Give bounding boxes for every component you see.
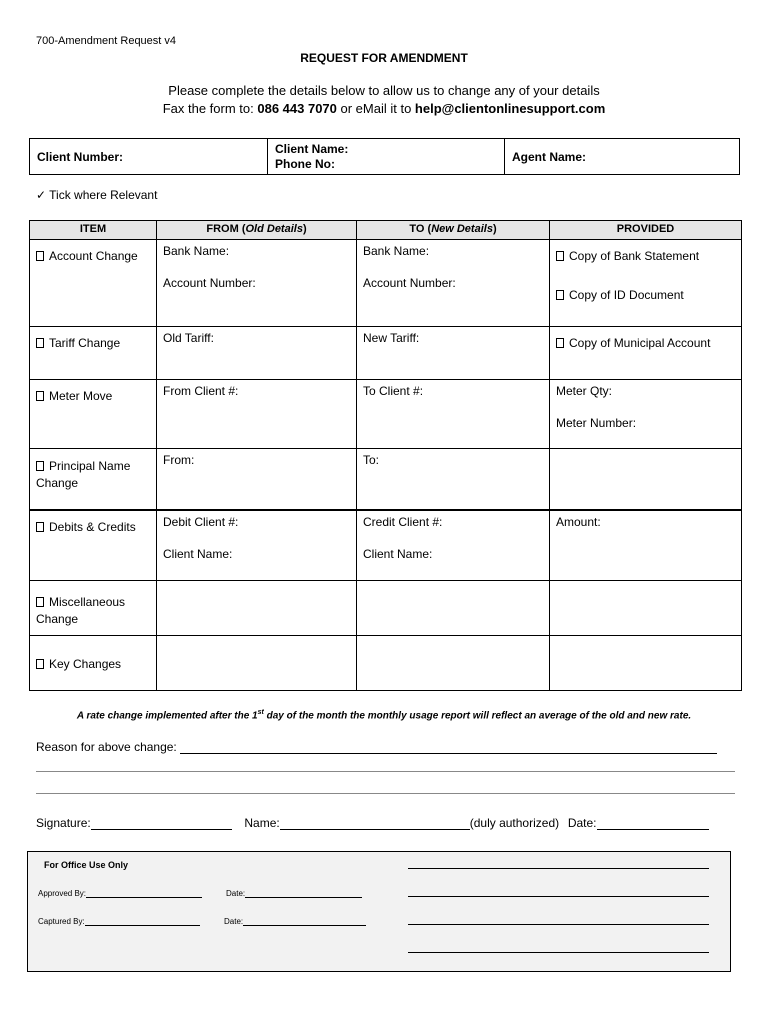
from-label: Client Name: (163, 546, 233, 561)
captured-by-row (38, 916, 200, 926)
checkbox-icon[interactable] (556, 251, 564, 261)
checkbox-icon[interactable] (36, 522, 44, 532)
reason-input-line-3[interactable] (36, 793, 735, 794)
client-details-box (29, 138, 740, 175)
provided-cell[interactable] (550, 327, 742, 380)
contact-line (0, 101, 768, 116)
approved-date-row (226, 888, 362, 898)
item-cell[interactable] (30, 380, 157, 449)
reason-row (36, 740, 717, 754)
from-cell[interactable] (157, 449, 357, 510)
from-cell[interactable] (157, 327, 357, 380)
item-label: Principal Name Change (36, 459, 131, 490)
table-header-row (30, 221, 742, 240)
reason-input-line-2[interactable] (36, 771, 735, 772)
approved-date-label: Date: (226, 889, 246, 898)
header-from-prefix: FROM ( (206, 223, 246, 235)
to-label: Account Number: (363, 276, 456, 290)
provided-label: Copy of Bank Statement (569, 249, 700, 263)
email-address: help@clientonlinesupport.com (414, 101, 606, 116)
checkbox-icon[interactable] (36, 251, 44, 261)
item-cell[interactable] (30, 510, 157, 581)
signature-input-line[interactable] (91, 817, 232, 830)
to-cell[interactable] (357, 581, 550, 636)
provided-cell[interactable] (550, 510, 742, 581)
header-to-suffix: ) (492, 223, 497, 235)
table-row (30, 449, 742, 510)
from-label: Old Tariff: (163, 331, 214, 345)
client-name-phone-field[interactable] (268, 139, 505, 174)
rate-note-sup: st (257, 709, 264, 716)
item-label: Debits & Credits (49, 519, 136, 534)
office-notes-line[interactable] (408, 896, 709, 897)
fax-prefix: Fax the form to: (162, 101, 258, 116)
table-row (30, 327, 742, 380)
from-label: Account Number: (163, 276, 256, 290)
to-cell[interactable] (357, 510, 550, 581)
date-label: Date: (567, 816, 597, 830)
provided-cell[interactable] (550, 380, 742, 449)
checkbox-icon[interactable] (36, 391, 44, 401)
provided-label: Meter Qty: (556, 384, 613, 398)
item-cell[interactable] (30, 581, 157, 636)
to-label: To: (363, 453, 380, 467)
name-label: Name: (244, 816, 280, 830)
item-cell[interactable] (30, 636, 157, 691)
client-name-label: Client Name: (275, 141, 349, 156)
from-label: Bank Name: (163, 244, 230, 258)
item-label: Miscellaneous Change (36, 595, 126, 626)
phone-no-label: Phone No: (275, 156, 335, 171)
provided-label: Amount: (556, 514, 601, 529)
agent-name-label: Agent Name: (512, 149, 587, 164)
to-label: To Client #: (363, 384, 424, 398)
from-label: From Client #: (163, 384, 239, 398)
item-label: Key Changes (49, 657, 122, 671)
provided-label: Copy of ID Document (569, 288, 684, 302)
header-item: ITEM (30, 221, 157, 240)
office-notes-line[interactable] (408, 868, 709, 869)
client-number-field[interactable] (30, 139, 268, 174)
duly-authorized-label: (duly authorized) (469, 816, 560, 830)
reason-label: Reason for above change: (36, 740, 181, 754)
approved-by-label: Approved By: (38, 889, 87, 898)
date-input-line[interactable] (597, 817, 709, 830)
provided-cell[interactable] (550, 636, 742, 691)
provided-cell[interactable] (550, 240, 742, 327)
from-cell[interactable] (157, 510, 357, 581)
checkbox-icon[interactable] (556, 290, 564, 300)
item-cell[interactable] (30, 449, 157, 510)
agent-name-field[interactable] (505, 139, 739, 174)
to-label: New Tariff: (363, 331, 420, 345)
amendment-table (29, 220, 742, 691)
from-cell[interactable] (157, 581, 357, 636)
from-cell[interactable] (157, 636, 357, 691)
reason-input-line[interactable] (180, 741, 717, 754)
to-cell[interactable] (357, 240, 550, 327)
table-row (30, 510, 742, 581)
page-title: REQUEST FOR AMENDMENT (300, 51, 468, 65)
header-to-italic: New Details (431, 223, 493, 235)
captured-by-label: Captured By: (38, 917, 85, 926)
to-label: Client Name: (363, 546, 433, 561)
from-cell[interactable] (157, 380, 357, 449)
captured-by-line[interactable] (85, 916, 200, 926)
checkbox-icon[interactable] (36, 338, 44, 348)
header-to-prefix: TO ( (409, 223, 432, 235)
provided-cell[interactable] (550, 581, 742, 636)
captured-date-label: Date: (224, 917, 244, 926)
name-input-line[interactable] (280, 817, 470, 830)
table-row (30, 581, 742, 636)
header-from-italic: Old Details (245, 223, 303, 235)
signature-row (36, 816, 709, 830)
to-label: Bank Name: (363, 244, 430, 258)
item-label: Tariff Change (49, 336, 121, 350)
table-row (30, 240, 742, 327)
header-provided: PROVIDED (550, 221, 742, 240)
item-cell[interactable] (30, 240, 157, 327)
header-from (157, 221, 357, 240)
to-cell[interactable] (357, 636, 550, 691)
item-label: Account Change (49, 249, 138, 263)
approved-date-line[interactable] (245, 888, 362, 898)
captured-date-line[interactable] (243, 916, 366, 926)
client-number-label: Client Number: (37, 149, 124, 164)
office-use-box (27, 851, 731, 972)
checkbox-icon[interactable] (36, 659, 44, 669)
rate-change-note (0, 709, 768, 721)
rate-note-part1: A rate change implemented after the 1 (76, 710, 258, 722)
captured-date-row (224, 916, 366, 926)
provided-label: Copy of Municipal Account (569, 336, 711, 350)
to-cell[interactable] (357, 449, 550, 510)
provided-label: Meter Number: (556, 416, 637, 430)
table-row (30, 636, 742, 691)
checkbox-icon[interactable] (556, 338, 564, 348)
fax-number: 086 443 7070 (257, 101, 337, 116)
approved-by-row (38, 888, 202, 898)
item-cell[interactable] (30, 327, 157, 380)
to-cell[interactable] (357, 327, 550, 380)
approved-by-line[interactable] (86, 888, 202, 898)
from-cell[interactable] (157, 240, 357, 327)
to-label: Credit Client #: (363, 514, 443, 529)
checkbox-icon[interactable] (36, 461, 44, 471)
item-label: Meter Move (49, 389, 113, 403)
tick-note: ✓ Tick where Relevant (36, 188, 158, 202)
email-prefix: or eMail it to (336, 101, 415, 116)
checkbox-icon[interactable] (36, 597, 44, 607)
office-notes-line[interactable] (408, 952, 709, 953)
table-row (30, 380, 742, 449)
document-id: 700-Amendment Request v4 (36, 35, 177, 47)
to-cell[interactable] (357, 380, 550, 449)
signature-label: Signature: (36, 816, 91, 830)
header-from-suffix: ) (302, 223, 307, 235)
header-to (357, 221, 550, 240)
intro-text: Please complete the details below to allow us to change any of your details (168, 83, 600, 98)
rate-note-part2: day of the month the monthly usage report will reflect an average of the old and new rate. (263, 710, 692, 722)
office-notes-line[interactable] (408, 924, 709, 925)
provided-cell[interactable] (550, 449, 742, 510)
from-label: From: (163, 453, 195, 467)
from-label: Debit Client #: (163, 514, 239, 529)
office-use-title: For Office Use Only (44, 860, 129, 870)
